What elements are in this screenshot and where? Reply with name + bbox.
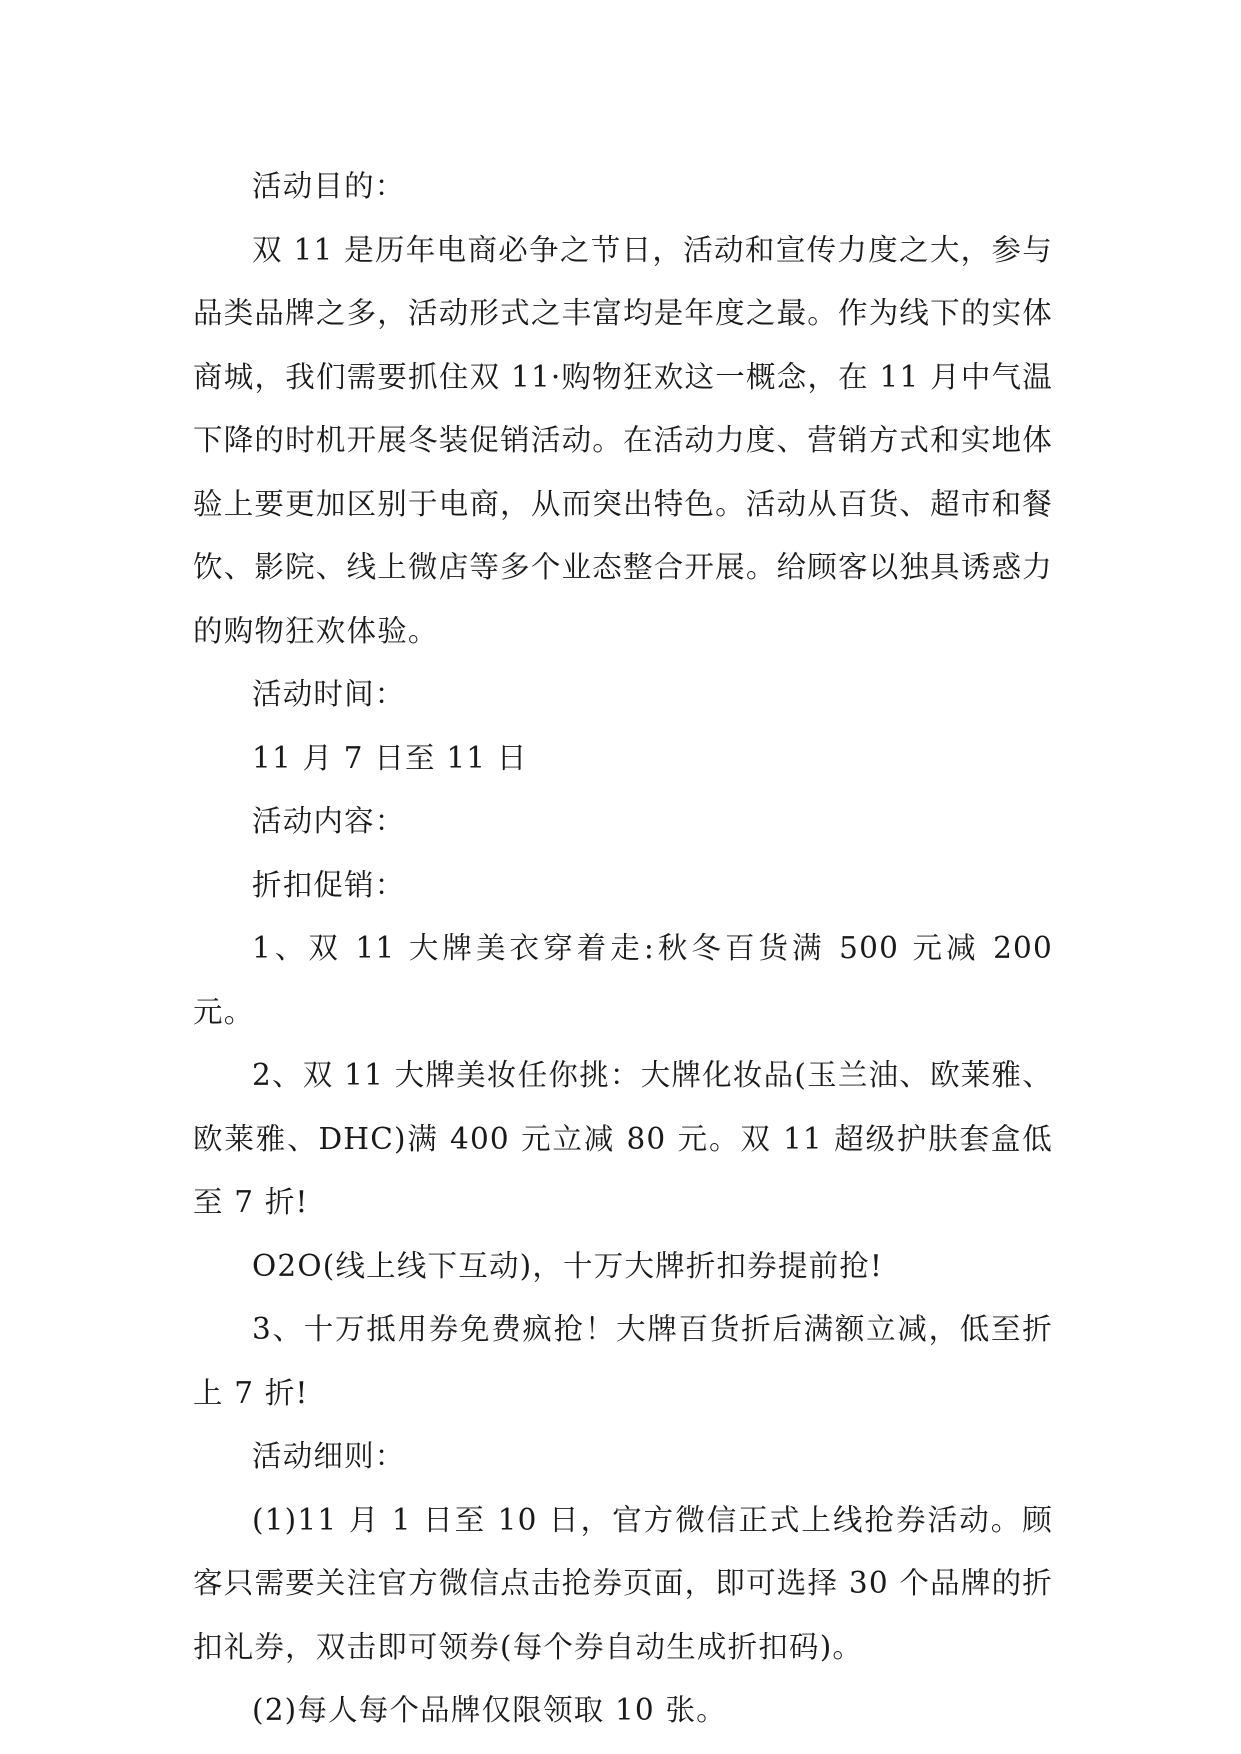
heading-activity-rules: 活动细则： xyxy=(252,1439,406,1473)
rule-item-1: (1)11 月 1 日至 10 日，官方微信正式上线抢券活动。顾客只需要关注官方微信点击抢券页面，即可选择 30 个品牌的折扣礼券，双击即可领券(每个券自动生成折扣码)。 xyxy=(193,1502,1053,1664)
rule-item-2: (2)每人每个品牌仅限领取 10 张。 xyxy=(252,1693,727,1727)
document-body xyxy=(193,155,1053,1743)
paragraph-purpose-body: 双 11 是历年电商必争之节日，活动和宣传力度之大，参与品类品牌之多，活动形式之丰富均是年度之最。作为线下的实体商城，我们需要抓住双 11·购物狂欢这一概念，在 11 月中气温下降的时机开展冬装促销活动。在活动力度、营销方式和实地体验上要更加区别于电商，从而突出特色。活动从百货、超市和餐饮、影院、线上微店等多个业态整合开展。给顾客以独具诱惑力的购物狂欢体验。 xyxy=(193,232,1053,648)
heading-activity-time: 活动时间： xyxy=(252,677,406,711)
paragraph-activity-dates: 11 月 7 日至 11 日 xyxy=(252,740,528,775)
paragraph-o2o: O2O(线上线下互动)，十万大牌折扣券提前抢! xyxy=(252,1248,884,1283)
heading-discount-promotion: 折扣促销： xyxy=(252,867,406,902)
list-item-3-coupons: 3、十万抵用券免费疯抢！大牌百货折后满额立减，低至折上 7 折! xyxy=(193,1312,1053,1410)
list-item-2-cosmetics: 2、双 11 大牌美妆任你挑：大牌化妆品(玉兰油、欧莱雅、欧莱雅、DHC)满 400 元立减 80 元。双 11 超级护肤套盒低至 7 折! xyxy=(193,1058,1053,1219)
heading-activity-purpose: 活动目的： xyxy=(252,169,406,203)
heading-activity-content: 活动内容： xyxy=(252,804,406,838)
list-item-1-apparel: 1、双 11 大牌美衣穿着走:秋冬百货满 500 元减 200 元。 xyxy=(193,931,1053,1029)
